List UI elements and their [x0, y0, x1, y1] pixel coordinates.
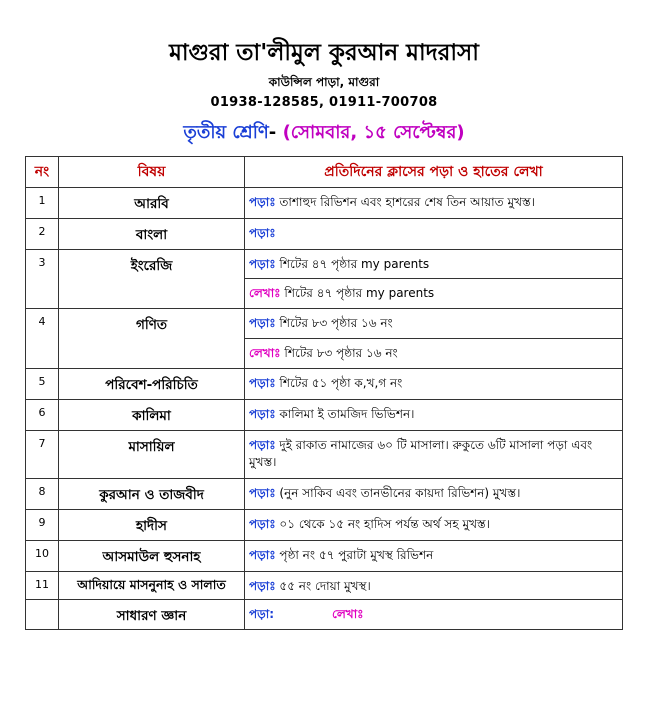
row-task	[245, 309, 623, 339]
row-subject: পরিবেশ-পরিচিতি	[59, 369, 245, 400]
row-number: 1	[26, 188, 59, 219]
row-subject: সাধারণ জ্ঞান	[59, 600, 245, 630]
routine-table	[25, 156, 623, 630]
row-task	[245, 572, 623, 600]
table-row	[26, 250, 623, 279]
class-date: (সোমবার, ১৫ সেপ্টেম্বর)	[282, 122, 465, 143]
row-subject: কুরআন ও তাজবীদ	[59, 479, 245, 510]
row-task	[245, 431, 623, 479]
table-row	[26, 188, 623, 219]
read-text: পৃষ্ঠা নং ৫৭ পুরাটা মুখস্থ রিভিশন	[279, 548, 434, 562]
row-subject: আদিয়ায়ে মাসনুনাহ ও সালাত	[59, 572, 245, 600]
row-task	[245, 479, 623, 510]
address-line: কাউন্সিল পাড়া, মাগুরা	[268, 75, 380, 89]
row-subject: কালিমা	[59, 400, 245, 431]
table-row	[26, 369, 623, 400]
read-label: পড়াঃ	[249, 257, 276, 271]
read-text: (নুন সাকিব এবং তানভীনের কায়দা রিভিশন) মুখস্ত।	[279, 486, 521, 500]
row-subject: ইংরেজি	[59, 250, 245, 309]
row-task	[245, 541, 623, 572]
row-task	[245, 339, 623, 369]
read-text: শিটের ৮৩ পৃষ্ঠার ১৬ নং	[279, 316, 393, 330]
read-text: শিটের ৫১ পৃষ্ঠা ক,খ,গ নং	[279, 376, 403, 390]
read-label: পড়াঃ	[249, 548, 276, 562]
read-label: পড়াঃ	[249, 407, 276, 421]
row-subject: হাদীস	[59, 510, 245, 541]
row-number: 8	[26, 479, 59, 510]
write-text: শিটের ৪৭ পৃষ্ঠার my parents	[284, 286, 435, 300]
row-subject: আরবি	[59, 188, 245, 219]
read-label: পড়াঃ	[249, 486, 276, 500]
row-task	[245, 369, 623, 400]
row-task	[245, 510, 623, 541]
row-subject: গণিত	[59, 309, 245, 369]
row-number: 5	[26, 369, 59, 400]
row-subject: বাংলা	[59, 219, 245, 250]
row-task	[245, 600, 623, 630]
read-text: শিটের ৪৭ পৃষ্ঠার my parents	[279, 257, 430, 271]
row-number: 9	[26, 510, 59, 541]
row-number: 7	[26, 431, 59, 479]
write-label: লেখাঃ	[332, 607, 364, 621]
row-subject: মাসায়িল	[59, 431, 245, 479]
class-line	[0, 118, 648, 149]
header-tasks: প্রতিদিনের ক্লাসের পড়া ও হাতের লেখা	[245, 157, 623, 188]
row-number: 3	[26, 250, 59, 309]
row-task	[245, 250, 623, 279]
table-row	[26, 309, 623, 339]
read-label: পড়াঃ	[249, 195, 276, 209]
row-number: 10	[26, 541, 59, 572]
phone-numbers: 01938-128585, 01911-700708	[210, 95, 438, 110]
class-separator: -	[268, 122, 277, 143]
read-label: পড়াঃ	[249, 517, 276, 531]
write-label: লেখাঃ	[249, 286, 281, 300]
table-row	[26, 479, 623, 510]
read-label: পড়া:	[249, 607, 274, 621]
read-text: ০১ থেকে ১৫ নং হাদিস পর্যন্ত অর্থ সহ মুখস্ত।	[279, 517, 490, 531]
table-row	[26, 219, 623, 250]
table-row	[26, 572, 623, 600]
table-header-row	[26, 157, 623, 188]
row-number: 11	[26, 572, 59, 600]
row-number: 2	[26, 219, 59, 250]
row-subject: আসমাউল হুসনাহ	[59, 541, 245, 572]
row-number	[26, 600, 59, 630]
row-number: 4	[26, 309, 59, 369]
class-name: তৃতীয় শ্রেণি	[183, 122, 269, 143]
write-text: শিটের ৮৩ পৃষ্ঠার ১৬ নং	[284, 346, 398, 360]
header-subject: বিষয়	[59, 157, 245, 188]
read-label: পড়াঃ	[249, 316, 276, 330]
read-text: ৫৫ নং দোয়া মুখস্থ।	[279, 579, 371, 593]
read-label: পড়াঃ	[249, 376, 276, 390]
write-label: লেখাঃ	[249, 346, 281, 360]
read-label: পড়াঃ	[249, 438, 276, 452]
table-row	[26, 541, 623, 572]
table-row	[26, 510, 623, 541]
table-row	[26, 600, 623, 630]
read-text: দুই রাকাত নামাজের ৬০ টি মাসালা। রুকুতে ৬টি মাসালা পড়া এবং মুখস্ত।	[249, 438, 593, 469]
row-number: 6	[26, 400, 59, 431]
read-label: পড়াঃ	[249, 226, 276, 240]
read-label: পড়াঃ	[249, 579, 276, 593]
row-task	[245, 279, 623, 309]
madrasa-title: মাগুরা তা'লীমুল কুরআন মাদরাসা	[169, 40, 479, 66]
row-task	[245, 188, 623, 219]
header-no: নং	[26, 157, 59, 188]
read-text: কালিমা ই তামজিদ ভিভিশন।	[279, 407, 415, 421]
row-task	[245, 219, 623, 250]
row-task	[245, 400, 623, 431]
table-row	[26, 431, 623, 479]
read-text: তাশাহুদ রিভিশন এবং হাশরের শেষ তিন আয়াত মুখস্ত।	[279, 195, 535, 209]
table-row	[26, 400, 623, 431]
